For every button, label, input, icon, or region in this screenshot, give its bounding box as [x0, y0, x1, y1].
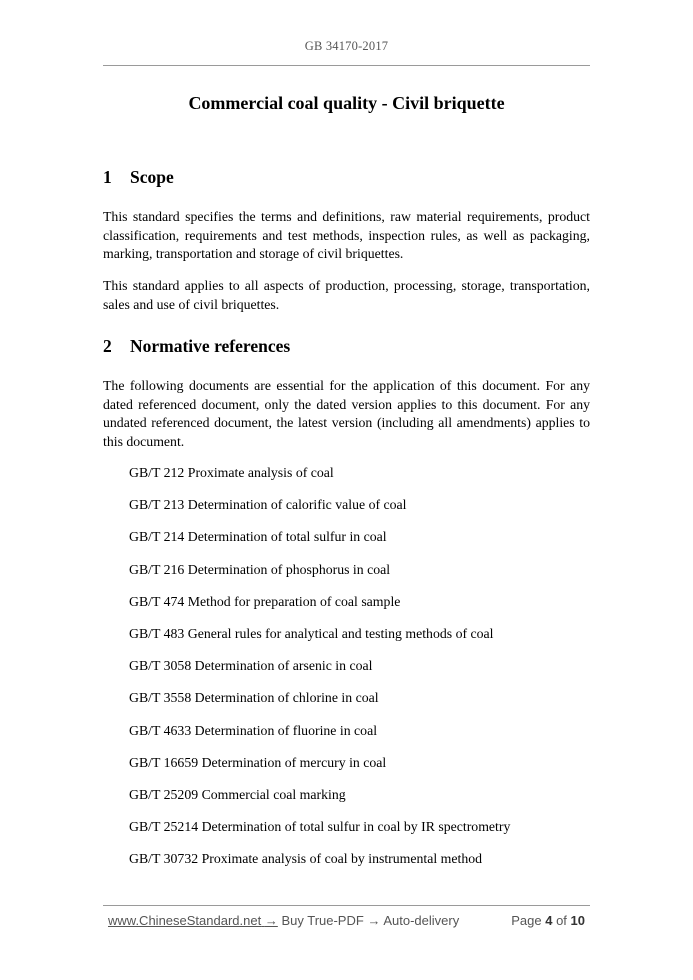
section-2-heading: [103, 336, 290, 357]
page-counter: [511, 913, 585, 928]
reference-item: GB/T 213 Determination of calorific value of coal: [129, 497, 407, 513]
reference-item: GB/T 474 Method for preparation of coal sample: [129, 593, 401, 609]
reference-item: GB/T 214 Determination of total sulfur in coal: [129, 529, 387, 545]
section-1-heading: [103, 167, 174, 188]
document-title: Commercial coal quality - Civil briquette: [188, 93, 505, 113]
reference-item: GB/T 30732 Proximate analysis of coal by instrumental method: [129, 851, 483, 867]
reference-item: GB/T 25214 Determination of total sulfur in coal by IR spectrometry: [129, 819, 511, 835]
site-link-text: www.ChineseStandard.net: [108, 913, 262, 928]
section-2-title: Normative references: [130, 336, 291, 356]
running-header: GB 34170-2017: [304, 39, 389, 53]
chinesestandard-link[interactable]: [108, 913, 278, 928]
reference-item: GB/T 212 Proximate analysis of coal: [129, 465, 334, 480]
reference-item: GB/T 25209 Commercial coal marking: [129, 786, 346, 802]
reference-item: GB/T 16659 Determination of mercury in coal: [129, 754, 387, 770]
reference-item: GB/T 483 General rules for analytical and testing methods of coal: [129, 625, 494, 641]
current-page-number: 4: [545, 913, 553, 928]
section-1-title: Scope: [130, 167, 174, 187]
auto-delivery-text: Auto-delivery: [383, 913, 460, 928]
normative-reference-list: [129, 464, 510, 882]
arrow-right-icon: →: [264, 913, 278, 928]
reference-item: GB/T 3058 Determination of arsenic in coal: [129, 658, 373, 674]
page-label: Page: [511, 913, 542, 928]
page-of-label: of: [556, 913, 567, 928]
footer-promo: [108, 913, 459, 928]
header-divider: [103, 65, 590, 66]
section-1-number: 1: [103, 167, 112, 187]
references-intro-paragraph: The following documents are essential for the application of this document. For any dated referenced document, only the dated version applies to this document. For any undated referenced document, the latest version (including all amendments) applies to this document.: [103, 378, 590, 449]
arrow-right-icon: →: [367, 913, 381, 928]
reference-item: GB/T 216 Determination of phosphorus in coal: [129, 561, 391, 577]
scope-paragraph-2: This standard applies to all aspects of production, processing, storage, transportation, sales and use of civil briquettes.: [103, 278, 590, 312]
reference-item: GB/T 4633 Determination of fluorine in coal: [129, 722, 378, 738]
buy-true-pdf-text: Buy True-PDF: [281, 913, 364, 928]
scope-paragraph-1: This standard specifies the terms and definitions, raw material requirements, product classification, requirements and test methods, inspection rules, as well as packaging, marking, transportation and storage of civil briquettes.: [103, 209, 590, 261]
footer-divider: [103, 905, 590, 906]
section-2-number: 2: [103, 336, 112, 356]
reference-item: GB/T 3558 Determination of chlorine in coal: [129, 690, 379, 706]
total-page-count: 10: [570, 913, 585, 928]
